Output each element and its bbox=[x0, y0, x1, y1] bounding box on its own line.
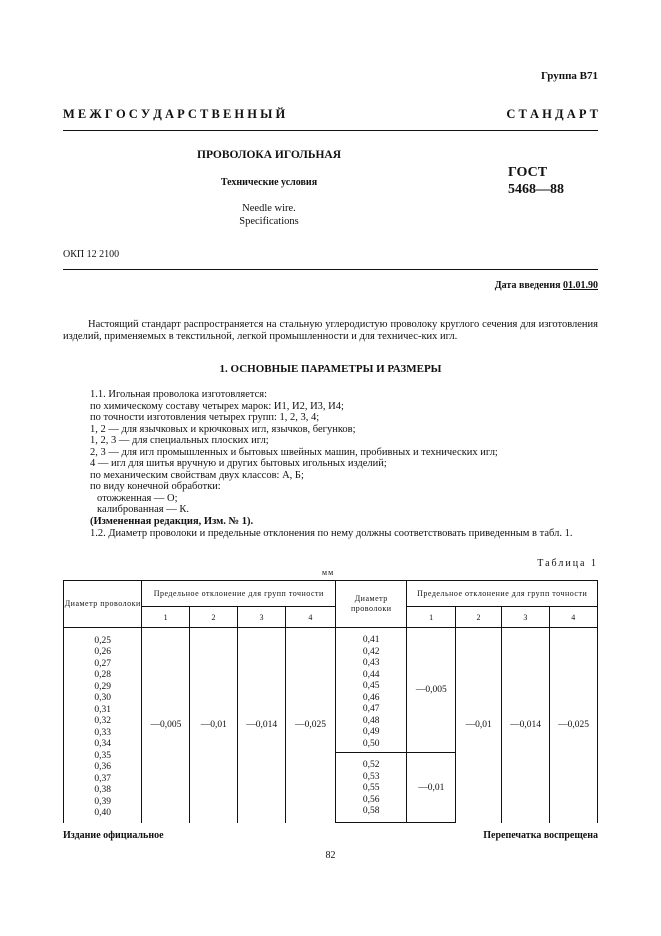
header-group-4: 4 bbox=[550, 607, 598, 628]
header-group-4: 4 bbox=[286, 607, 336, 628]
diameter-table bbox=[63, 580, 598, 823]
list-item: калиброванная — К. bbox=[97, 504, 189, 515]
table-unit: мм bbox=[322, 568, 335, 577]
left-dev-group-1: —0,005 bbox=[142, 628, 190, 823]
header-diameter-right: Диаметр проволоки bbox=[336, 581, 407, 628]
list-item: 2, 3 — для игл промышленных и бытовых швейных машин, пробивных и технических игл; bbox=[90, 446, 498, 458]
right-diameters-a-cell bbox=[336, 628, 407, 753]
list-item: по механическим свойствам двух классов: А, Б; bbox=[90, 469, 304, 481]
english-title-line2: Specifications bbox=[239, 216, 299, 227]
left-diameters: 0,25 0,26 0,27 0,28 0,29 0,30 0,31 0,32 0,33 0,34 0,35 0,36 0,37 0,38 0,39 0,40 bbox=[94, 635, 112, 819]
english-title-line1: Needle wire. bbox=[242, 203, 296, 214]
header-group-1: 1 bbox=[142, 607, 190, 628]
list-item: 4 — игл для шитья вручную и других бытовых игольных изделий; bbox=[90, 458, 387, 469]
banner-word-interstate: М Е Ж Г О С У Д А Р С Т В Е Н Н Ы Й bbox=[63, 107, 286, 121]
header-group-3: 3 bbox=[502, 607, 550, 628]
spec-list bbox=[90, 389, 498, 527]
left-dev-group-2: —0,01 bbox=[190, 628, 238, 823]
right-dev-group-4: —0,025 bbox=[550, 628, 598, 823]
list-item: по виду конечной обработки: bbox=[90, 481, 221, 492]
header-deviation-left: Предельное отклонение для групп точности bbox=[142, 581, 336, 607]
list-item: 1.1. Игольная проволока изготовляется: bbox=[90, 389, 268, 400]
header-group-3: 3 bbox=[238, 607, 286, 628]
right-diameters-a: 0,41 0,42 0,43 0,44 0,45 0,46 0,47 0,48 0,49 0,50 bbox=[362, 635, 380, 749]
left-diameters-cell bbox=[64, 628, 142, 823]
date-value: 01.01.90 bbox=[563, 280, 598, 291]
date-label: Дата введения bbox=[494, 280, 561, 291]
right-diameters-b: 0,52 0,53 0,55 0,56 0,58 bbox=[362, 760, 380, 817]
header-group-2: 2 bbox=[456, 607, 502, 628]
right-dev-group-1-a: —0,005 bbox=[407, 628, 456, 753]
group-label: Группа В71 bbox=[540, 70, 598, 82]
header-group-2: 2 bbox=[190, 607, 238, 628]
header-group-1: 1 bbox=[407, 607, 456, 628]
list-item: 1, 2 — для язычковых и крючковых игл, язычков, бегунков; bbox=[90, 423, 356, 435]
gost-number bbox=[508, 164, 564, 198]
list-item: отожженная — О; bbox=[97, 492, 178, 504]
paragraph-1-2: 1.2. Диаметр проволоки и предельные отклонения по нему должны соответствовать приведенным в табл. 1. bbox=[90, 528, 573, 539]
right-dev-group-1-b: —0,01 bbox=[407, 753, 456, 823]
footer-reprint-prohibited: Перепечатка воспрещена bbox=[483, 830, 598, 841]
right-dev-group-3: —0,014 bbox=[502, 628, 550, 823]
edit-note: (Измененная редакция, Изм. № 1). bbox=[90, 515, 254, 527]
gost-code: 5468—88 bbox=[508, 182, 564, 197]
list-item: по точности изготовления четырех групп: 1, 2, 3, 4; bbox=[90, 412, 320, 423]
list-item: 1, 2, 3 — для специальных плоских игл; bbox=[90, 435, 269, 446]
right-dev-group-2: —0,01 bbox=[456, 628, 502, 823]
right-diameters-b-cell bbox=[336, 753, 407, 823]
intro-paragraph: Настоящий стандарт распространяется на стальную углеродистую проволоку круглого сечения для изготовления изделий, применяемых в текстильной, легкой промышленности и для техничес-ких игл. bbox=[63, 319, 598, 342]
page-number: 82 bbox=[325, 850, 336, 861]
document-title: ПРОВОЛОКА ИГОЛЬНАЯ bbox=[197, 149, 341, 161]
footer-official-edition: Издание официальное bbox=[63, 830, 164, 841]
banner-word-standard: С Т А Н Д А Р Т bbox=[506, 107, 598, 121]
document-subtitle: Технические условия bbox=[220, 177, 318, 188]
okp-rule bbox=[63, 269, 598, 270]
gost-label: ГОСТ bbox=[508, 165, 548, 180]
okp-code: ОКП 12 2100 bbox=[63, 249, 120, 260]
effective-date bbox=[495, 280, 598, 291]
left-dev-group-3: —0,014 bbox=[238, 628, 286, 823]
banner-rule bbox=[63, 130, 598, 131]
standard-banner bbox=[63, 107, 598, 122]
section-title: 1. ОСНОВНЫЕ ПАРАМЕТРЫ И РАЗМЕРЫ bbox=[219, 363, 442, 375]
left-dev-group-4: —0,025 bbox=[286, 628, 336, 823]
header-deviation-right: Предельное отклонение для групп точности bbox=[407, 581, 598, 607]
table-caption: Таблица 1 bbox=[537, 558, 598, 569]
list-item: по химическому составу четырех марок: И1, И2, И3, И4; bbox=[90, 400, 344, 412]
header-diameter-left: Диаметр проволоки bbox=[64, 581, 142, 628]
english-title bbox=[63, 202, 475, 228]
